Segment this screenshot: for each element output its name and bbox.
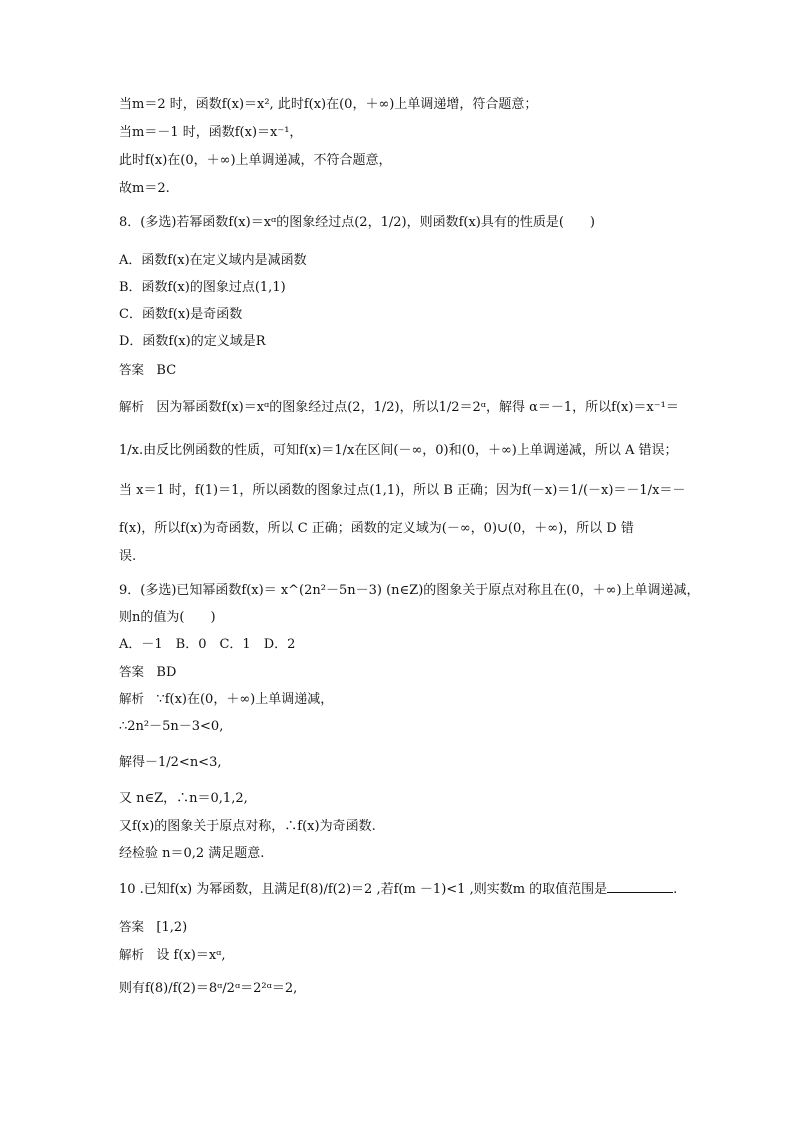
question-9-analysis-line: 又f(x)的图象关于原点对称，∴f(x)为奇函数. (119, 819, 376, 834)
question-9-analysis-line: ∴2n²－5n－3<0, (119, 719, 224, 734)
question-8-option-c: C．函数f(x)是奇函数 (119, 307, 243, 322)
analysis-label: 解析 (119, 947, 145, 962)
question-8-analysis-line (119, 398, 684, 417)
question-9-analysis-line: 又 n∈Z，∴n＝0,1,2, (119, 791, 248, 806)
prev-solution-line: 当m＝－1 时，函数f(x)＝x⁻¹， (119, 125, 303, 140)
prev-solution-line: 故m＝2. (119, 181, 170, 196)
question-8-option-b: B．函数f(x)的图象过点(1,1) (119, 280, 286, 295)
question-8-option-a: A．函数f(x)在定义域内是减函数 (119, 253, 307, 268)
answer-blank (607, 880, 673, 893)
answer-value: BD (156, 665, 177, 680)
analysis-text: 因为幂函数f(x)＝xᵅ的图象经过点(2，1/2)，所以1/2＝2ᵅ，解得 α＝－1，所以f(x)＝x⁻¹＝ (156, 400, 679, 415)
question-8-analysis-line: 1/x.由反比例函数的性质，可知f(x)＝1/x在区间(－∞，0)和(0，＋∞)上单调递减，所以 A 错误； (119, 443, 678, 458)
question-9-analysis-line (119, 690, 684, 709)
analysis-label: 解析 (119, 691, 145, 706)
question-9-options: A．－1 B．0 C．1 D．2 (119, 637, 296, 652)
analysis-label: 解析 (119, 399, 145, 414)
question-8-stem: 8．(多选)若幂函数f(x)＝xᵅ的图象经过点(2，1/2)，则函数f(x)具有的性质是( ) (119, 215, 595, 230)
question-9-stem: 9．(多选)已知幂函数f(x)＝ x^(2n²－5n－3) (n∈Z)的图象关于原点对称且在(0，＋∞)上单调递减， (119, 583, 700, 598)
question-10-text: 10 .已知f(x) 为幂函数，且满足f(8)/f(2)＝2 ,若f(m －1)<1 ,则实数m 的取值范围是 (119, 882, 608, 897)
question-8-answer (119, 361, 684, 380)
question-9-stem: 则n的值为( ) (119, 610, 216, 625)
question-9-analysis-line: 经检验 n＝0,2 满足题意. (119, 846, 265, 861)
question-8-analysis-line: f(x)，所以f(x)为奇函数，所以 C 正确；函数的定义域为(－∞，0)∪(0，＋∞)，所以 D 错 (119, 521, 634, 536)
question-10-answer (119, 918, 684, 937)
question-10-end: . (673, 882, 678, 897)
prev-solution-line: 此时f(x)在(0，＋∞)上单调递减，不符合题意， (119, 153, 392, 168)
question-8-analysis-line: 误. (119, 549, 137, 564)
analysis-text: 设 f(x)＝xᵅ, (156, 948, 226, 963)
prev-solution-line: 当m＝2 时，函数f(x)＝x², 此时f(x)在(0，＋∞)上单调递增，符合题意； (119, 97, 538, 112)
question-10-stem (119, 880, 684, 899)
answer-value: [1,2) (156, 920, 188, 935)
question-9-analysis-line: 解得－1/2<n<3, (119, 755, 222, 770)
answer-label: 答案 (119, 919, 145, 934)
question-9-answer (119, 663, 684, 682)
analysis-text: ∵f(x)在(0，＋∞)上单调递减， (156, 692, 334, 707)
answer-value: BC (156, 363, 177, 378)
question-10-analysis-line: 则有f(8)/f(2)＝8ᵅ/2ᵅ＝2²ᵅ＝2, (119, 981, 298, 996)
answer-label: 答案 (119, 664, 145, 679)
question-8-analysis-line: 当 x＝1 时，f(1)＝1，所以函数的图象过点(1,1)，所以 B 正确；因为f(－x)＝1/(－x)＝－1/x＝－ (119, 483, 686, 498)
answer-label: 答案 (119, 362, 145, 377)
question-10-analysis-line (119, 946, 684, 965)
question-8-option-d: D．函数f(x)的定义域是R (119, 334, 266, 349)
